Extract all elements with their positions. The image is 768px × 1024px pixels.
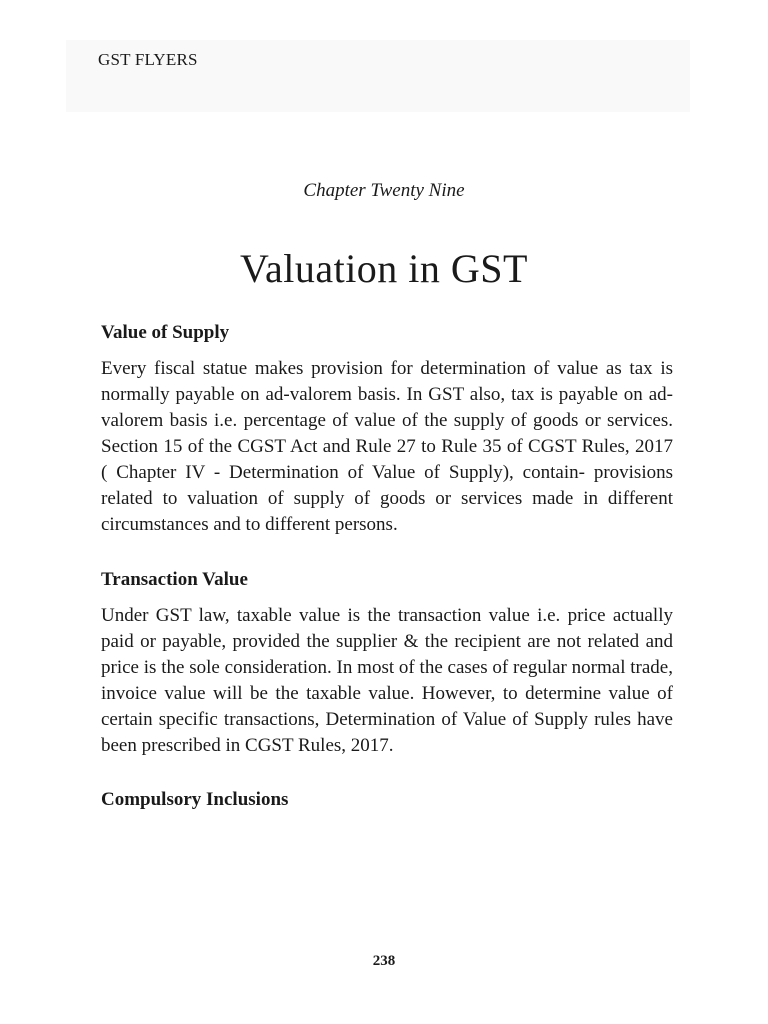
section-heading-transaction-value: Transaction Value [101,569,248,590]
chapter-body [101,320,673,813]
section-paragraph-value-of-supply: Every fiscal statue makes provision for determination of value as tax is normally payable on ad-valorem basis. In GST also, tax is payable on ad-valorem basis i.e. percentage of value of the supply of goods or services. Section 15 of the CGST Act and Rule 27 to Rule 35 of CGST Rules, 2017 ( Chapter IV - Determination of Value of Supply), contain- provisions related to valuation of supply of goods or services made in different circumstances and to different persons. [101,358,673,535]
section-heading-compulsory-inclusions: Compulsory Inclusions [101,789,289,810]
chapter-label: Chapter Twenty Nine [303,180,465,201]
section-paragraph-transaction-value: Under GST law, taxable value is the transaction value i.e. price actually paid or payable, provided the supplier & the recipient are not related and price is the sole consideration. In most of the cases of regular normal trade, invoice value will be the taxable value. However, to determine value of certain specific transactions, Determination of Value of Supply rules have been prescribed in CGST Rules, 2017. [101,605,673,756]
running-header-title: GST FLYERS [98,50,198,69]
section-heading-value-of-supply: Value of Supply [101,322,230,343]
page-number: 238 [372,953,396,969]
chapter-title: Valuation in GST [240,246,528,291]
